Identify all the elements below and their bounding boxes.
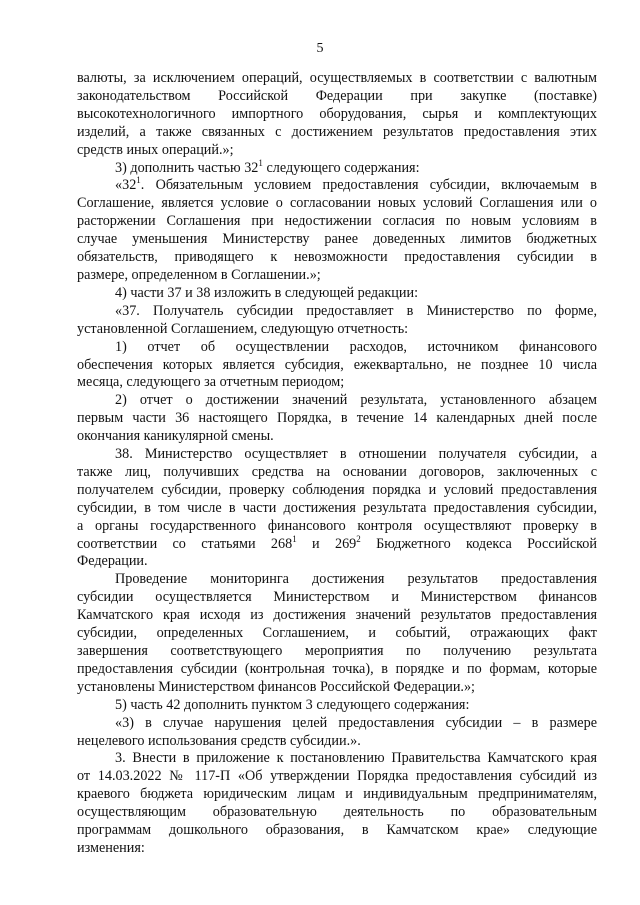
text-line: обязательств, приводящего к невозможности предоставления субсидии в bbox=[77, 249, 597, 266]
page-number: 5 bbox=[316, 41, 324, 56]
text-line: месяца, следующего за отчетным периодом; bbox=[77, 374, 345, 391]
text-line: краевого бюджета юридическим лицам и индивидуальным предпринимателям, bbox=[77, 786, 597, 803]
text-line: валюты, за исключением операций, осуществляемых в соответствии с валютным bbox=[77, 70, 597, 86]
text-line: осуществляющим образовательную деятельность по образовательным bbox=[77, 804, 597, 821]
paragraph bbox=[77, 750, 597, 857]
paragraph bbox=[77, 70, 597, 160]
text-line: получателем субсидии, проверку соблюдения порядка и условий предоставления bbox=[77, 481, 597, 498]
text-line: первым части 36 настоящего Порядка, в течение 14 календарных дней после bbox=[77, 410, 597, 427]
text-line: установленной Соглашением, следующую отчетность: bbox=[77, 320, 409, 337]
text-line: 1) отчет об осуществлении расходов, источником финансового bbox=[115, 338, 597, 355]
text-line: 4) части 37 и 38 изложить в следующей редакции: bbox=[115, 284, 419, 301]
paragraph bbox=[77, 697, 597, 715]
text-line: установлены Министерством финансов Российской Федерации.»; bbox=[77, 678, 475, 695]
text-line: 5) часть 42 дополнить пунктом 3 следующего содержания: bbox=[115, 696, 470, 713]
text-line: Федерации. bbox=[77, 553, 148, 570]
text-line: 3) дополнить частью $32^1$ следующего содержания: bbox=[115, 157, 420, 176]
paragraph bbox=[77, 446, 597, 571]
text-line: «$32^1$. Обязательным условием предоставления субсидии, включаемым в bbox=[115, 175, 597, 194]
text-line: нецелевого использования средств субсидии.». bbox=[77, 732, 361, 749]
text-line: окончания каникулярной смены. bbox=[77, 428, 274, 445]
paragraph bbox=[77, 715, 597, 751]
text-line: расторжении Соглашения при недостижении согласия по новым условиям в bbox=[77, 213, 597, 230]
text-line: средств иных операций.»; bbox=[77, 141, 234, 158]
paragraph bbox=[77, 157, 597, 178]
text-line: субсидии осуществляется Министерством и Министерством финансов bbox=[77, 589, 597, 606]
text-line: «3) в случае нарушения целей предоставления субсидии – в размере bbox=[115, 714, 597, 731]
paragraph bbox=[77, 285, 597, 303]
text-line: случае уменьшения Министерству ранее доведенных лимитов бюджетных bbox=[77, 231, 597, 248]
paragraph bbox=[77, 303, 597, 339]
text-line: субсидии, в том числе в части достижения результата предоставления субсидии, bbox=[77, 499, 597, 516]
paragraph bbox=[77, 177, 597, 284]
text-line: субсидии, определенных Соглашением, и событий, отражающих факт bbox=[77, 625, 597, 642]
text-line: соответствии со статьями $268^1$ и $269^2$ Бюджетного кодекса Российской bbox=[77, 533, 597, 552]
text-line: а органы государственного финансового контроля осуществляют проверку в bbox=[77, 517, 597, 534]
text-line: законодательством Российской Федерации при закупке (поставке) bbox=[77, 87, 597, 104]
document-body bbox=[77, 70, 597, 858]
text-line: программам дошкольного образования, в Камчатском крае» следующие bbox=[77, 822, 597, 839]
text-line: Камчатского края исходя из достижения значений результатов предоставления bbox=[77, 607, 597, 624]
text-line: размере, определенном в Соглашении.»; bbox=[77, 266, 321, 283]
paragraph bbox=[77, 339, 597, 393]
paragraph bbox=[77, 571, 597, 696]
text-line: Проведение мониторинга достижения результатов предоставления bbox=[115, 571, 597, 588]
text-line: 2) отчет о достижении значений результата, установленного абзацем bbox=[115, 392, 597, 409]
text-line: также лиц, получивших средства на основании договоров, заключенных с bbox=[77, 463, 597, 480]
text-line: изделий, а также связанных с достижением результатов предоставления этих bbox=[77, 123, 597, 140]
text-line: «37. Получатель субсидии предоставляет в Министерство по форме, bbox=[115, 302, 597, 319]
text-line: высокотехнологичного импортного оборудования, сырья и комплектующих bbox=[77, 105, 597, 122]
text-line: Соглашение, является условие о согласовании новых условий Соглашения или о bbox=[77, 195, 597, 212]
text-line: 38. Министерство осуществляет в отношении получателя субсидии, а bbox=[115, 446, 597, 463]
text-line: от 14.03.2022 № 117-П «Об утверждении Порядка предоставления субсидий из bbox=[77, 768, 597, 785]
text-line: обеспечения которых является субсидия, ежеквартально, не позднее 10 числа bbox=[77, 356, 597, 373]
text-line: завершения соответствующего мероприятия по получению результата bbox=[77, 643, 597, 659]
text-line: 3. Внести в приложение к постановлению Правительства Камчатского края bbox=[115, 750, 597, 767]
text-line: предоставления субсидии (контрольная точка), в порядке и по формам, которые bbox=[77, 660, 597, 677]
text-line: изменения: bbox=[77, 839, 145, 856]
paragraph bbox=[77, 392, 597, 446]
